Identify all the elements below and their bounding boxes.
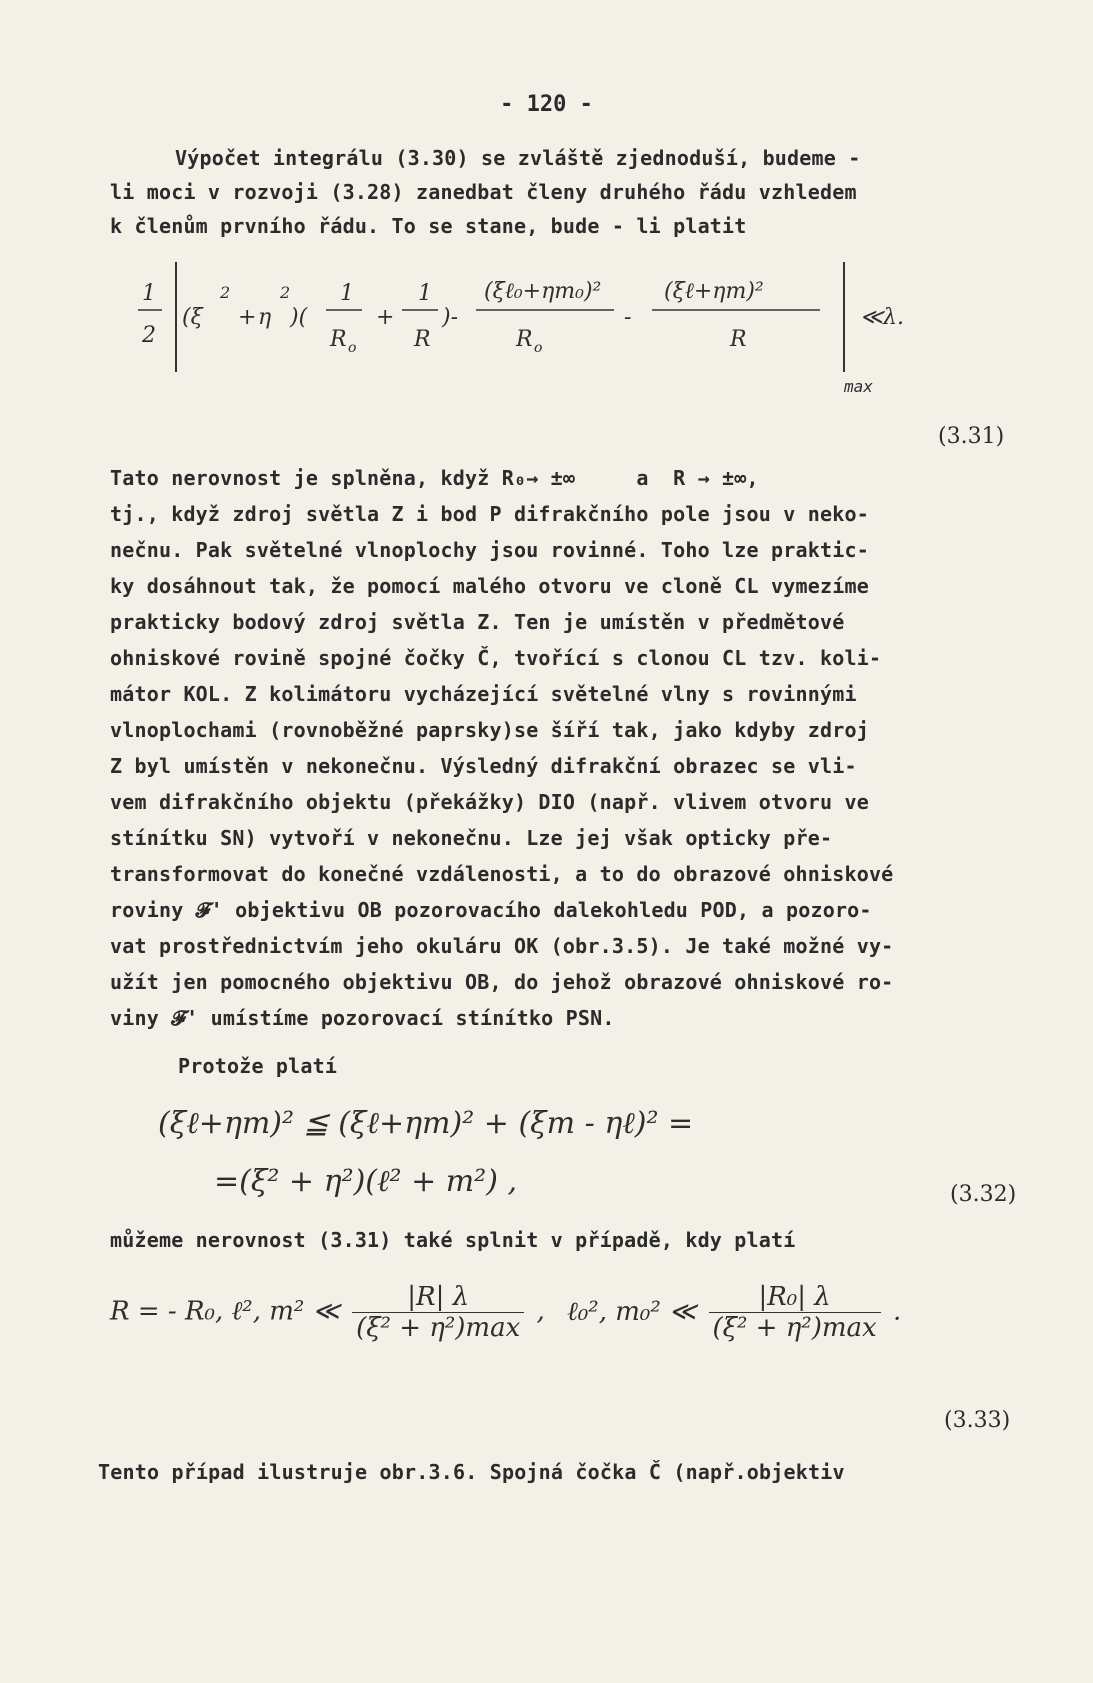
para2-line-11: stínítku SN) vytvoří v nekonečnu. Lze jej však opticky pře- bbox=[110, 826, 833, 850]
equation-3-31-drawing bbox=[130, 262, 930, 392]
equation-number-3-31: (3.31) bbox=[938, 424, 1005, 449]
eq333-fraction-1 bbox=[352, 1282, 524, 1343]
eq333-part1: R = - R₀, ℓ², m² ≪ bbox=[110, 1296, 340, 1327]
svg-text:R: R bbox=[730, 327, 747, 352]
eq333-frac1-numerator: |R| λ bbox=[352, 1282, 524, 1313]
para2-line-15: užít jen pomocného objektivu OB, do jehož obrazové ohniskové ro- bbox=[110, 970, 894, 994]
svg-text:)-: )- bbox=[442, 305, 459, 330]
svg-text:+: + bbox=[376, 305, 395, 330]
equation-3-31 bbox=[130, 262, 930, 392]
para2-line-8: vlnoplochami (rovnoběžné paprsky)se šíří tak, jako kdyby zdroj bbox=[110, 718, 869, 742]
para2-line-3: nečnu. Pak světelné vlnoplochy jsou rovinné. Toho lze praktic- bbox=[110, 538, 869, 562]
eq333-frac1-denominator: (ξ² + η²)max bbox=[356, 1313, 521, 1343]
para2-line-5: prakticky bodový zdroj světla Z. Ten je umístěn v předmětové bbox=[110, 610, 845, 634]
para3: Protože platí bbox=[178, 1054, 338, 1078]
para2-line-6: ohniskové rovině spojné čočky Č, tvořící s clonou CL tzv. koli- bbox=[110, 646, 882, 670]
svg-text:R: R bbox=[414, 327, 431, 352]
eq333-frac2-denominator: (ξ² + η²)max bbox=[712, 1313, 877, 1343]
page-number: - 120 - bbox=[500, 92, 593, 117]
para1-line-2: li moci v rozvoji (3.28) zanedbat členy druhého řádu vzhledem bbox=[110, 180, 857, 204]
svg-text:(ξℓ₀+ηm₀)²: (ξℓ₀+ηm₀)² bbox=[484, 279, 602, 304]
equation-3-33 bbox=[110, 1282, 1050, 1343]
para2-line-7: mátor KOL. Z kolimátoru vycházející světelné vlny s rovinnými bbox=[110, 682, 857, 706]
svg-text:1: 1 bbox=[340, 281, 354, 306]
svg-text:o: o bbox=[348, 340, 357, 356]
para4: můžeme nerovnost (3.31) také splnit v případě, kdy platí bbox=[110, 1228, 796, 1252]
para2-line-14: vat prostřednictvím jeho okuláru OK (obr.3.5). Je také možné vy- bbox=[110, 934, 894, 958]
equation-number-3-33: (3.33) bbox=[944, 1408, 1011, 1433]
svg-text:1: 1 bbox=[418, 281, 432, 306]
para2-line-16: viny 𝓕' umístíme pozorovací stínítko PSN. bbox=[110, 1006, 615, 1030]
svg-text:1: 1 bbox=[142, 281, 156, 306]
svg-text:2: 2 bbox=[142, 323, 156, 348]
svg-text:+: + bbox=[238, 305, 257, 330]
para1-line-1: Výpočet integrálu (3.30) se zvláště zjednoduší, budeme - bbox=[175, 146, 861, 170]
para2-line-2: tj., když zdroj světla Z i bod P difrakčního pole jsou v neko- bbox=[110, 502, 869, 526]
svg-text:≪λ.: ≪λ. bbox=[860, 305, 904, 330]
equation-3-32-line-1: (ξℓ+ηm)² ≦ (ξℓ+ηm)² + (ξm - ηℓ)² = bbox=[158, 1106, 694, 1141]
svg-text:)(: )( bbox=[290, 305, 308, 330]
svg-text:max: max bbox=[844, 377, 873, 392]
para2-line-9: Z byl umístěn v nekonečnu. Výsledný difrakční obrazec se vli- bbox=[110, 754, 857, 778]
svg-text:η: η bbox=[258, 305, 272, 330]
eq333-frac2-numerator: |R₀| λ bbox=[709, 1282, 881, 1313]
svg-text:2: 2 bbox=[220, 283, 231, 302]
para2-line-4: ky dosáhnout tak, že pomocí malého otvoru ve cloně CL vymezíme bbox=[110, 574, 869, 598]
svg-text:-: - bbox=[624, 305, 632, 330]
svg-text:R: R bbox=[330, 327, 347, 352]
svg-text:2: 2 bbox=[280, 283, 291, 302]
eq333-fraction-2 bbox=[709, 1282, 881, 1343]
svg-text:R: R bbox=[516, 327, 533, 352]
para2-line-10: vem difrakčního objektu (překážky) DIO (např. vlivem otvoru ve bbox=[110, 790, 869, 814]
eq333-part2: ℓ₀², m₀² ≪ bbox=[567, 1296, 697, 1327]
eq333-end: . bbox=[892, 1296, 902, 1327]
svg-text:o: o bbox=[534, 340, 543, 356]
para2-line-1: Tato nerovnost je splněna, když R₀→ ±∞ a R → ±∞, bbox=[110, 466, 759, 490]
equation-3-32-line-2: =(ξ² + η²)(ℓ² + m²) , bbox=[214, 1164, 517, 1199]
svg-text:(ξℓ+ηm)²: (ξℓ+ηm)² bbox=[664, 279, 764, 304]
svg-text:(ξ: (ξ bbox=[182, 305, 203, 330]
para2-line-13: roviny 𝓕' objektivu OB pozorovacího dalekohledu POD, a pozoro- bbox=[110, 898, 872, 922]
equation-number-3-32: (3.32) bbox=[950, 1182, 1017, 1207]
para1-line-3: k členům prvního řádu. To se stane, bude - li platit bbox=[110, 214, 747, 238]
eq333-separator: , bbox=[536, 1296, 545, 1327]
para2-line-12: transformovat do konečné vzdálenosti, a to do obrazové ohniskové bbox=[110, 862, 894, 886]
para5: Tento případ ilustruje obr.3.6. Spojná čočka Č (např.objektiv bbox=[98, 1460, 845, 1484]
